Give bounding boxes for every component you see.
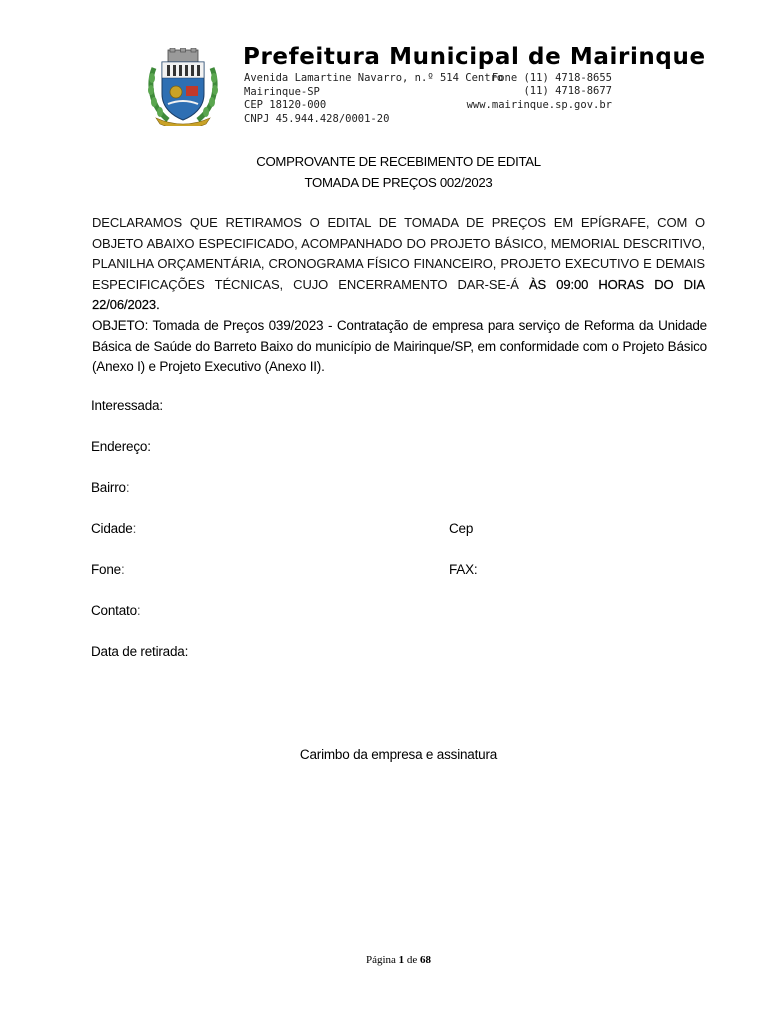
field-label: Contato [91,603,137,618]
field-contato [91,603,140,618]
field-cidade [91,521,136,536]
declaration-paragraph [92,213,705,316]
document-subtitle: TOMADA DE PREÇOS 002/2023 [304,175,493,190]
page-word: Página [365,954,396,966]
address-block [244,72,503,126]
field-endereco: Endereço: [91,439,151,454]
phone-line: Fone (11) 4718-8655 [491,71,612,84]
municipal-crest-logo [146,48,220,126]
total-pages: 68 [420,954,432,966]
field-data-retirada: Data de retirada: [91,644,189,659]
contact-block [466,71,612,112]
address-line: Avenida Lamartine Navarro, n.º 514 Centro [244,72,504,84]
of-word: de [406,954,418,966]
field-cep: Cep [449,521,474,536]
address-line: CEP 18120-000 [244,99,327,111]
field-fax: FAX: [449,562,478,577]
phone-line: (11) 4718-8677 [523,85,612,97]
field-label: Bairro [91,480,126,495]
field-colon: : [125,480,130,495]
field-interessada: Interessada: [91,398,163,413]
address-line: CNPJ 45.944.428/0001-20 [244,112,390,125]
field-label: Fone [91,562,121,577]
field-colon: : [132,521,137,536]
declaration-text: DECLARAMOS QUE RETIRAMOS O EDITAL DE TOMADA DE PREÇOS EM EPÍGRAFE, COM O OBJETO ABAIXO ESPECIFICADO, ACOMPANHADO DO PROJETO BÁSICO, MEMORIAL DESCRITIVO, PLANILHA ORÇAMENTÁRIA, CRONOGRAMA FÍSICO FINANCEIRO, PROJETO EXECUTIVO E DEMAIS ESPECIFICAÇÕES TÉCNICAS, CUJO ENCERRAMENTO DAR-SE-Á [92,215,705,292]
document-title: COMPROVANTE DE RECEBIMENTO DE EDITAL [256,154,541,169]
field-label: Cidade [91,521,133,536]
field-colon: : [120,562,125,577]
declaration-deadline: ÀS 09:00 HORAS DO DIA 22/06/2023. [92,276,705,312]
organization-name: Prefeitura Municipal de Mairinque [243,44,706,70]
field-bairro [91,480,129,495]
address-line: Mairinque-SP [244,85,320,98]
page-number [0,954,770,966]
object-paragraph: OBJETO: Tomada de Preços 039/2023 - Contratação de empresa para serviço de Reforma da Unidade Básica de Saúde do Barreto Baixo do município de Mairinque/SP, em conformidade com o Projeto Básico (Anexo I) e Projeto Executivo (Anexo II). [92,318,707,374]
stamp-signature-label: Carimbo da empresa e assinatura [299,747,498,762]
field-fone [91,562,125,577]
current-page: 1 [398,954,405,966]
field-colon: : [136,603,141,618]
website-link[interactable]: www.mairinque.sp.gov.br [466,98,612,111]
